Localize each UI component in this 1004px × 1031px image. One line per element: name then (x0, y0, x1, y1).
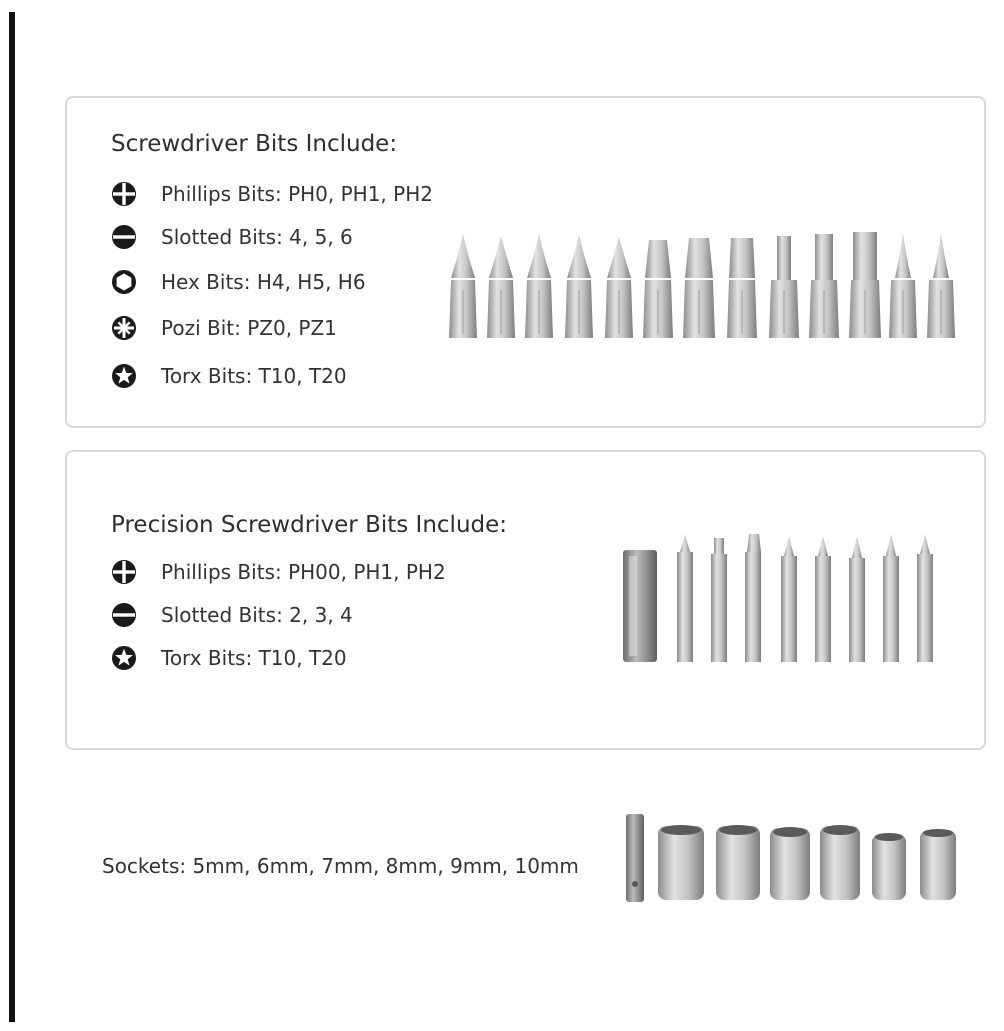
precision-bits-image (619, 532, 944, 664)
list-item-label: Phillips Bits: PH00, PH1, PH2 (161, 560, 446, 584)
phillips-icon (111, 559, 137, 585)
socket-7mm (820, 825, 860, 900)
socket-5mm (920, 829, 956, 900)
precision-bit-1 (677, 534, 693, 662)
precision-bit-6 (849, 536, 865, 662)
pozi-icon (111, 315, 137, 341)
socket-9mm (716, 825, 760, 900)
list-item-slotted (111, 223, 353, 251)
bit-adapter (623, 550, 657, 662)
list-item-label: Torx Bits: T10, T20 (161, 646, 347, 670)
list-item-hex (111, 268, 366, 296)
precision-bit-2 (711, 538, 727, 662)
list-item-torx (111, 362, 347, 390)
hex-icon (111, 269, 137, 295)
torx-icon (111, 645, 137, 671)
socket-6mm (872, 833, 906, 900)
list-item-label: Torx Bits: T10, T20 (161, 364, 347, 388)
socket-adapter (626, 814, 644, 902)
precision-bit-8 (917, 534, 933, 662)
list-item-label: Slotted Bits: 2, 3, 4 (161, 603, 353, 627)
precision-bit-4 (781, 536, 797, 662)
list-item-label: Slotted Bits: 4, 5, 6 (161, 225, 353, 249)
precision-bit-5 (815, 536, 831, 662)
slotted-icon (111, 602, 137, 628)
sockets-label: Sockets: 5mm, 6mm, 7mm, 8mm, 9mm, 10mm (102, 854, 579, 878)
screwdriver-bits-image (447, 230, 957, 342)
list-item-pozi (111, 314, 337, 342)
socket-8mm (770, 827, 810, 900)
precision-bits-title: Precision Screwdriver Bits Include: (111, 512, 508, 538)
screwdriver-bits-card (65, 96, 986, 428)
screwdriver-bits-title: Screwdriver Bits Include: (111, 131, 398, 157)
list-item-slotted (111, 601, 353, 629)
slotted-icon (111, 224, 137, 250)
phillips-icon (111, 181, 137, 207)
torx-icon (111, 363, 137, 389)
list-item-label: Pozi Bit: PZ0, PZ1 (161, 316, 337, 340)
precision-bits-card (65, 450, 986, 750)
list-item-phillips (111, 558, 446, 586)
sockets-image (616, 810, 961, 905)
left-edge-bar (9, 12, 15, 1022)
list-item-label: Hex Bits: H4, H5, H6 (161, 270, 366, 294)
precision-bit-7 (883, 534, 899, 662)
list-item-phillips (111, 180, 433, 208)
list-item-torx (111, 644, 347, 672)
precision-bit-3 (745, 534, 761, 662)
list-item-label: Phillips Bits: PH0, PH1, PH2 (161, 182, 433, 206)
socket-10mm (658, 825, 704, 900)
